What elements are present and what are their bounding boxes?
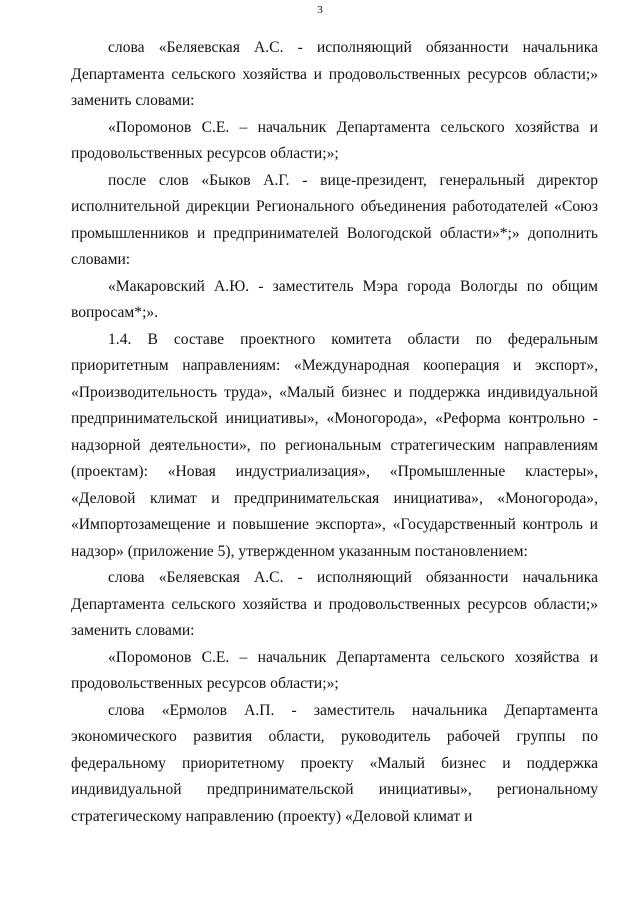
paragraph-replace-belyaevskaya-1: слова «Беляевская А.С. - исполняющий обязанности начальника Департамента сельского хозяйства и продовольственных ресурсов области;» заменить словами:	[71, 39, 598, 109]
paragraph-makarovsky: «Макаровский А.Ю. - заместитель Мэра города Вологды по общим вопросам*;».	[71, 277, 598, 321]
paragraph-poromonov-2: «Поромонов С.Е. – начальник Департамента сельского хозяйства и продовольственных ресурсов области;»;	[71, 648, 598, 692]
paragraph-clause-1-4: 1.4. В составе проектного комитета области по федеральным приоритетным направлениям: «Международная кооперация и экспорт», «Производительность труда», «Малый бизнес и поддержка индивидуальной предпринимательской инициативы», «Моногорода», «Реформа контрольно - надзорной деятельности», по региональным стратегическим направлениям (проектам): «Новая индустриализация», «Промышленные кластеры», «Деловой климат и предпринимательская инициатива», «Моногорода», «Импортозамещение и повышение экспорта», «Государственный контроль и надзор» (приложение 5), утвержденном указанным постановлением:	[71, 330, 598, 560]
paragraph-poromonov-1: «Поромонов С.Е. – начальник Департамента сельского хозяйства и продовольственных ресурсов области;»;	[71, 118, 598, 162]
paragraph-ermolov: слова «Ермолов А.П. - заместитель начальника Департамента экономического развития области, руководитель рабочей группы по федеральному приоритетному проекту «Малый бизнес и поддержка индивидуальной предпринимательской инициативы», региональному стратегическому направлению (проекту) «Деловой климат и	[71, 701, 598, 825]
paragraph-replace-belyaevskaya-2: слова «Беляевская А.С. - исполняющий обязанности начальника Департамента сельского хозяйства и продовольственных ресурсов области;» заменить словами:	[71, 569, 598, 639]
document-body	[71, 35, 598, 830]
paragraph-after-bykov: после слов «Быков А.Г. - вице-президент, генеральный директор исполнительной дирекции Регионального объединения работодателей «Союз промышленников и предпринимателей Вологодской области»*;» дополнить словами:	[71, 171, 598, 268]
page-number: 3	[317, 4, 323, 16]
